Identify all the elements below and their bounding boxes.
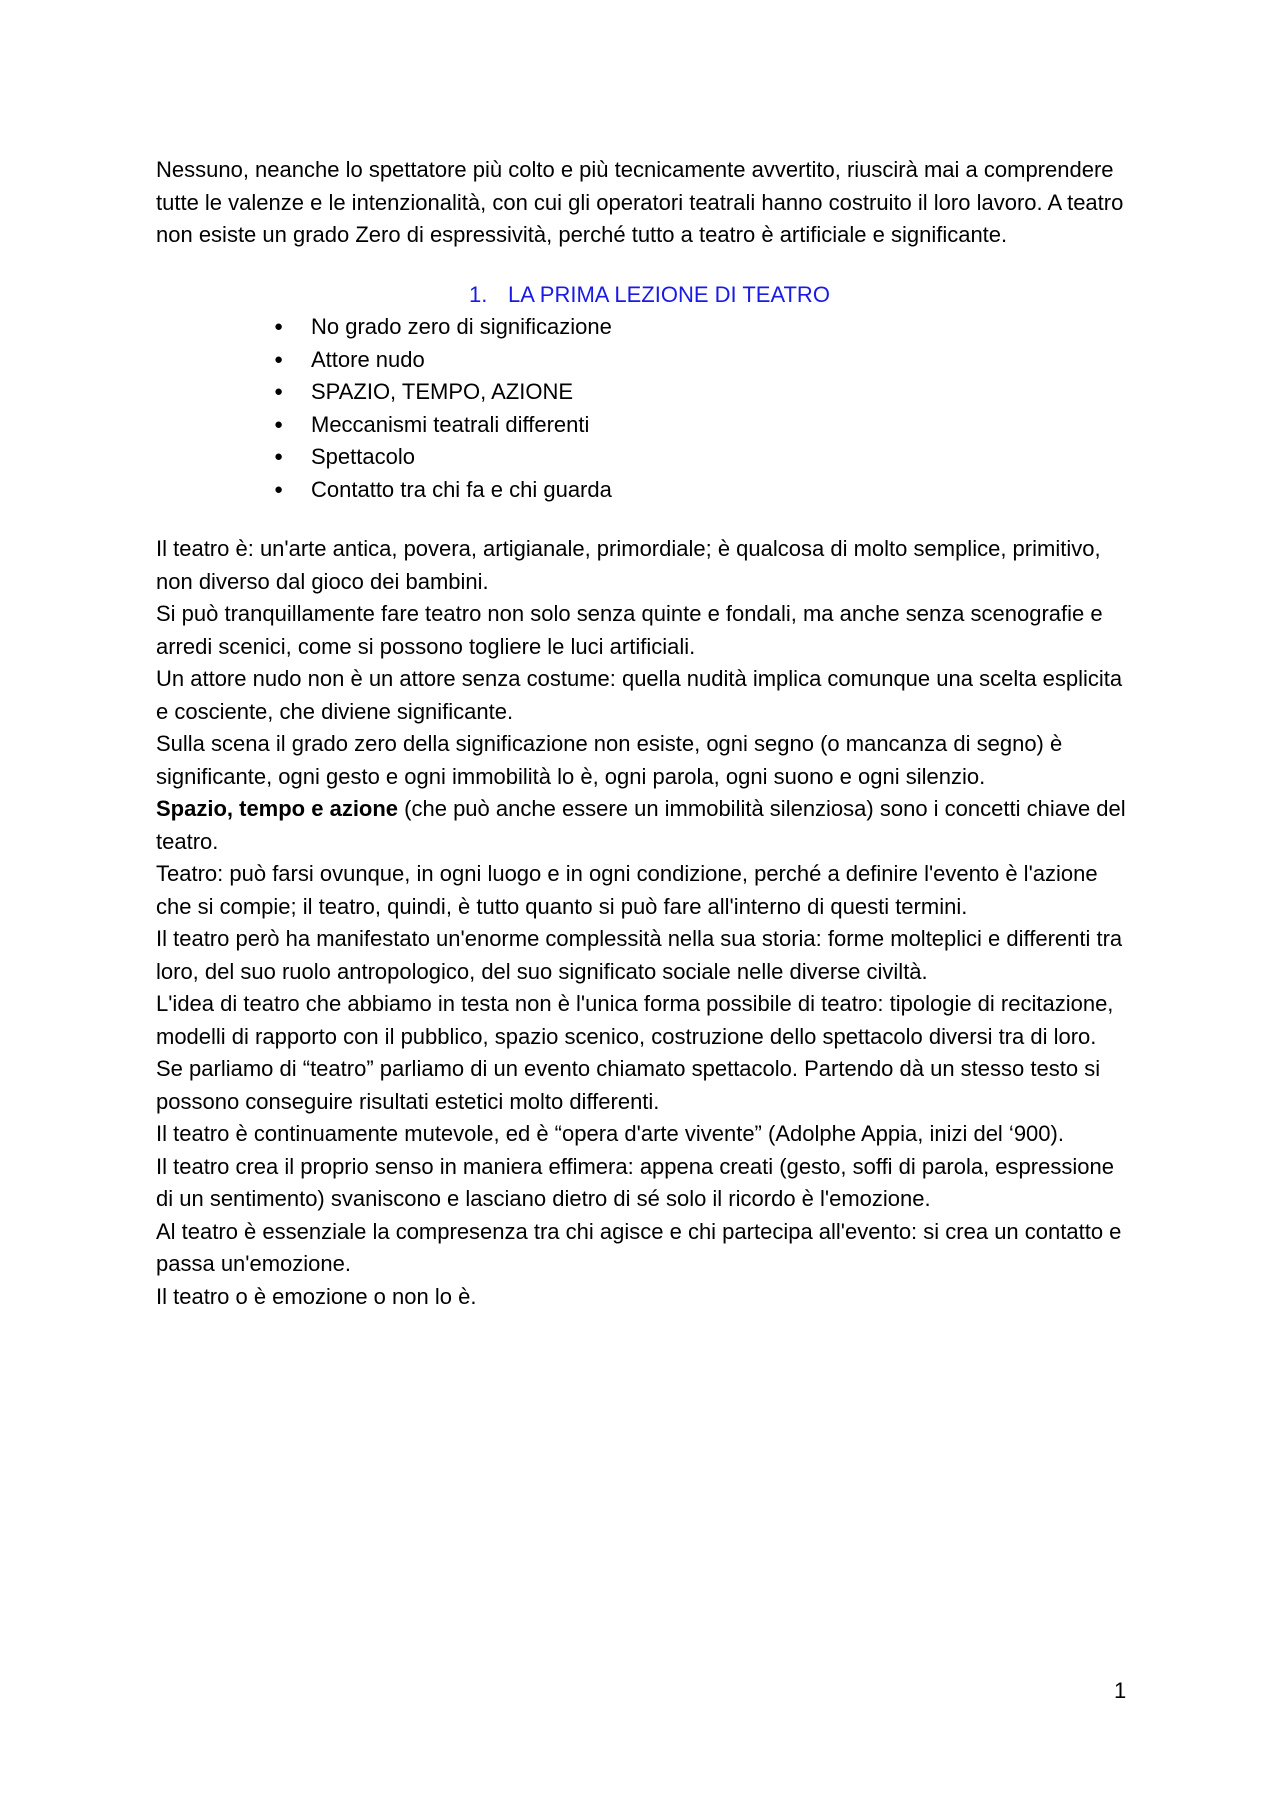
bullet-text: SPAZIO, TEMPO, AZIONE [311, 379, 574, 404]
bullet-item [156, 441, 1126, 474]
bullet-item [156, 474, 1126, 507]
key-concepts-rest: (che può anche essere un immobilità silenziosa) sono i concetti chiave del teatro. [156, 796, 1126, 854]
intro-paragraph: Nessuno, neanche lo spettatore più colto e più tecnicamente avvertito, riuscirà mai a comprendere tutte le valenze e le intenzionalità, con cui gli operatori teatrali hanno costruito il loro lavoro. A teatro non esiste un grado Zero di espressività, perché tutto a teatro è artificiale e significante. [156, 157, 1124, 247]
bullet-text: Contatto tra chi fa e chi guarda [311, 476, 612, 502]
bullet-text: Attore nudo [311, 346, 425, 372]
key-concepts-paragraph [156, 793, 1126, 858]
bullet-list [156, 311, 1126, 506]
body-paragraph: Il teatro o è emozione o non lo è. [156, 1283, 477, 1309]
bullet-text: No grado zero di significazione [311, 314, 612, 339]
body-paragraph: Sulla scena il grado zero della significazione non esiste, ogni segno (o mancanza di segno) è significante, ogni gesto e ogni immobilità lo è, ogni parola, ogni suono e ogni silenzio. [156, 731, 1063, 789]
bullet-dot-icon: ● [274, 383, 284, 400]
section-heading-title: LA PRIMA LEZIONE DI TEATRO [508, 281, 830, 307]
bullet-dot-icon: ● [274, 448, 284, 465]
body-paragraph: Il teatro è continuamente mutevole, ed è “opera d'arte vivente” (Adolphe Appia, inizi del ‘900). [156, 1121, 1064, 1146]
body-paragraph: Il teatro è: un'arte antica, povera, artigianale, primordiale; è qualcosa di molto semplice, primitivo, non diverso dal gioco dei bambini. [156, 536, 1101, 594]
page-number: 1 [1114, 1678, 1127, 1703]
body-paragraph: Il teatro crea il proprio senso in maniera effimera: appena creati (gesto, soffi di parola, espressione di un sentimento) svaniscono e lasciano dietro di sé solo il ricordo è l'emozione. [156, 1153, 1114, 1211]
body-paragraph: L'idea di teatro che abbiamo in testa non è l'unica forma possibile di teatro: tipologie di recitazione, modelli di rapporto con il pubblico, spazio scenico, costruzione dello spettacolo diversi tra di loro. [156, 991, 1114, 1049]
body-paragraph: Teatro: può farsi ovunque, in ogni luogo e in ogni condizione, perché a definire l'evento è l'azione che si compie; il teatro, quindi, è tutto quanto si può fare all'interno di questi termini. [156, 861, 1098, 919]
bullet-dot-icon: ● [274, 350, 284, 368]
bullet-text: Spettacolo [311, 444, 415, 469]
body-paragraph: Il teatro però ha manifestato un'enorme complessità nella sua storia: forme molteplici e differenti tra loro, del suo ruolo antropologico, del suo significato sociale nelle diverse civiltà. [156, 926, 1123, 984]
page-content [156, 154, 1126, 1313]
key-concepts-bold: Spazio, tempo e azione [156, 796, 399, 821]
bullet-item [156, 376, 1126, 409]
bullet-item [156, 311, 1126, 344]
section-heading-number: 1. [469, 281, 488, 307]
bullet-item [156, 344, 1126, 377]
bullet-dot-icon: ● [274, 480, 284, 498]
bullet-dot-icon: ● [274, 318, 284, 335]
body-paragraph: Un attore nudo non è un attore senza costume: quella nudità implica comunque una scelta esplicita e cosciente, che diviene significante. [156, 666, 1123, 724]
body-paragraph: Si può tranquillamente fare teatro non solo senza quinte e fondali, ma anche senza scenografie e arredi scenici, come si possono togliere le luci artificiali. [156, 601, 1103, 659]
body-paragraph: Al teatro è essenziale la compresenza tra chi agisce e chi partecipa all'evento: si crea un contatto e passa un'emozione. [156, 1218, 1122, 1276]
bullet-text: Meccanismi teatrali differenti [311, 411, 590, 437]
bullet-dot-icon: ● [274, 415, 284, 433]
body-paragraph: Se parliamo di “teatro” parliamo di un evento chiamato spettacolo. Partendo dà un stesso testo si possono conseguire risultati estetici molto differenti. [156, 1056, 1101, 1114]
bullet-item [156, 409, 1126, 442]
section-heading [156, 279, 1126, 312]
